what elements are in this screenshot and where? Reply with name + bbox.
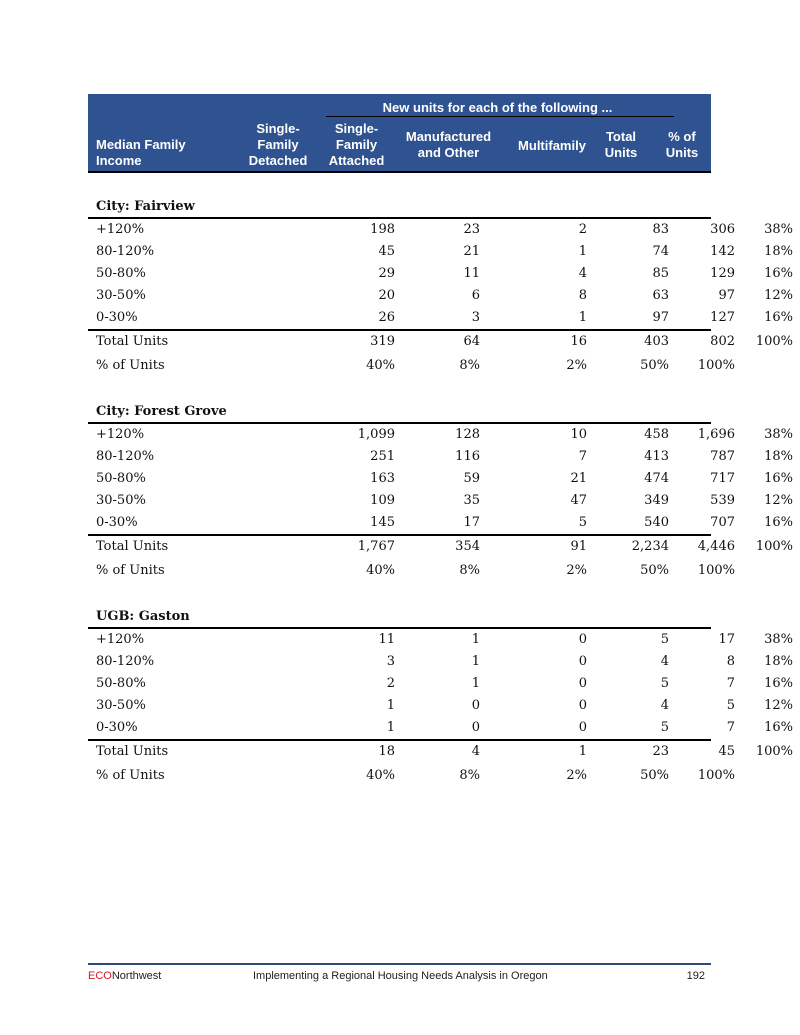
section-1 bbox=[88, 401, 793, 582]
table-cell: 8% bbox=[459, 358, 480, 373]
table-cell: 5 bbox=[726, 698, 735, 713]
table-cell: 100% bbox=[755, 334, 793, 349]
table-cell: 59 bbox=[463, 471, 480, 486]
col-header-sfd bbox=[234, 121, 312, 169]
table-cell: 38% bbox=[764, 632, 793, 647]
col-header-sfa-text: Single-Family Attached bbox=[328, 121, 385, 168]
group-divider bbox=[326, 116, 674, 117]
row-label: 50-80% bbox=[96, 471, 146, 486]
table-cell: 1 bbox=[471, 654, 480, 669]
percent-row bbox=[88, 762, 735, 787]
table-cell: 18% bbox=[764, 654, 793, 669]
table-row bbox=[88, 263, 793, 285]
table-cell: 129 bbox=[710, 266, 735, 281]
percent-row bbox=[88, 557, 735, 582]
table-row bbox=[88, 424, 793, 446]
table-cell: 142 bbox=[710, 244, 735, 259]
table-cell: 319 bbox=[370, 334, 395, 349]
table-cell: 100% bbox=[755, 539, 793, 554]
row-label: 80-120% bbox=[96, 449, 155, 464]
table-cell: 539 bbox=[710, 493, 735, 508]
row-label: 30-50% bbox=[96, 698, 146, 713]
table-cell: 4 bbox=[471, 744, 480, 759]
table-cell: 1 bbox=[471, 632, 480, 647]
row-label: +120% bbox=[96, 632, 145, 647]
row-label: 80-120% bbox=[96, 244, 155, 259]
table-row bbox=[88, 285, 793, 307]
row-label: 50-80% bbox=[96, 266, 146, 281]
table-cell: 3 bbox=[386, 654, 395, 669]
row-label: Total Units bbox=[96, 744, 169, 759]
section-2 bbox=[88, 606, 793, 787]
table-cell: 306 bbox=[710, 222, 735, 237]
table-cell: 1,696 bbox=[697, 427, 735, 442]
table-cell: 17 bbox=[718, 632, 735, 647]
table-cell: 83 bbox=[652, 222, 669, 237]
row-label: +120% bbox=[96, 427, 145, 442]
table-cell: 5 bbox=[660, 676, 669, 691]
table-cell: 20 bbox=[378, 288, 395, 303]
footer-brand bbox=[88, 970, 161, 982]
table-cell: 128 bbox=[455, 427, 480, 442]
table-cell: 163 bbox=[370, 471, 395, 486]
table-cell: 100% bbox=[697, 563, 735, 578]
table-cell: 787 bbox=[710, 449, 735, 464]
table-row bbox=[88, 717, 793, 739]
table-cell: 6 bbox=[471, 288, 480, 303]
table-cell: 12% bbox=[764, 288, 793, 303]
table-cell: 45 bbox=[378, 244, 395, 259]
table-cell: 2 bbox=[578, 222, 587, 237]
table-cell: 16% bbox=[764, 471, 793, 486]
col-header-manufactured: Manufactured and Other bbox=[405, 129, 492, 160]
table-cell: 707 bbox=[710, 515, 735, 530]
table-cell: 251 bbox=[370, 449, 395, 464]
row-label: Total Units bbox=[96, 539, 169, 554]
table-cell: 145 bbox=[370, 515, 395, 530]
row-label: 50-80% bbox=[96, 676, 146, 691]
col-header-sfd-text: Single-Family Detached bbox=[248, 121, 308, 168]
table-cell: 0 bbox=[578, 654, 587, 669]
column-group-label: New units for each of the following ... bbox=[382, 100, 613, 115]
table-cell: 2% bbox=[566, 563, 587, 578]
section-title-text: City: Fairview bbox=[96, 199, 195, 214]
table-cell: 474 bbox=[644, 471, 669, 486]
table-cell: 1 bbox=[386, 720, 395, 735]
table-cell: 47 bbox=[570, 493, 587, 508]
table-cell: 717 bbox=[710, 471, 735, 486]
table-row bbox=[88, 695, 793, 717]
table-cell: 802 bbox=[710, 334, 735, 349]
table-cell: 97 bbox=[718, 288, 735, 303]
row-label: 0-30% bbox=[96, 515, 138, 530]
table-cell: 10 bbox=[570, 427, 587, 442]
total-row bbox=[88, 534, 793, 557]
table-cell: 7 bbox=[726, 676, 735, 691]
table-row bbox=[88, 673, 793, 695]
table-cell: 5 bbox=[578, 515, 587, 530]
table-row bbox=[88, 490, 793, 512]
table-cell: 100% bbox=[697, 358, 735, 373]
percent-row bbox=[88, 352, 735, 377]
table-cell: 38% bbox=[764, 427, 793, 442]
table-cell: 7 bbox=[578, 449, 587, 464]
table-cell: 12% bbox=[764, 698, 793, 713]
table-header bbox=[88, 94, 711, 173]
row-label: 0-30% bbox=[96, 310, 138, 325]
table-cell: 21 bbox=[463, 244, 480, 259]
table-cell: 2 bbox=[386, 676, 395, 691]
table-cell: 7 bbox=[726, 720, 735, 735]
table-cell: 97 bbox=[652, 310, 669, 325]
section-title bbox=[88, 401, 711, 424]
row-label: 80-120% bbox=[96, 654, 155, 669]
table-row bbox=[88, 446, 793, 468]
col-header-pct: % of Units bbox=[665, 129, 699, 160]
table-cell: 35 bbox=[463, 493, 480, 508]
section-0 bbox=[88, 196, 793, 377]
brand-red: ECO bbox=[88, 970, 112, 982]
table-row bbox=[88, 219, 793, 241]
table-cell: 1 bbox=[386, 698, 395, 713]
table-cell: 540 bbox=[644, 515, 669, 530]
table-cell: 16% bbox=[764, 266, 793, 281]
table-cell: 4 bbox=[660, 654, 669, 669]
table-cell: 40% bbox=[366, 768, 395, 783]
table-cell: 16 bbox=[570, 334, 587, 349]
table-cell: 109 bbox=[370, 493, 395, 508]
row-label: 0-30% bbox=[96, 720, 138, 735]
table-cell: 40% bbox=[366, 563, 395, 578]
col-header-total: Total Units bbox=[604, 129, 638, 160]
table-cell: 5 bbox=[660, 632, 669, 647]
table-cell: 23 bbox=[463, 222, 480, 237]
table-cell: 413 bbox=[644, 449, 669, 464]
table-cell: 50% bbox=[640, 563, 669, 578]
table-cell: 50% bbox=[640, 768, 669, 783]
table-row bbox=[88, 512, 793, 534]
brand-rest: Northwest bbox=[111, 970, 162, 982]
table-cell: 0 bbox=[471, 720, 480, 735]
table-cell: 45 bbox=[718, 744, 735, 759]
table-row bbox=[88, 307, 793, 329]
table-cell: 4 bbox=[660, 698, 669, 713]
table-cell: 63 bbox=[652, 288, 669, 303]
table-cell: 4,446 bbox=[697, 539, 735, 554]
table-cell: 5 bbox=[660, 720, 669, 735]
table-row bbox=[88, 468, 793, 490]
col-header-sfa bbox=[316, 121, 397, 169]
table-cell: 458 bbox=[644, 427, 669, 442]
table-cell: 198 bbox=[370, 222, 395, 237]
table-cell: 1 bbox=[471, 676, 480, 691]
table-cell: 0 bbox=[578, 720, 587, 735]
table-cell: 0 bbox=[578, 632, 587, 647]
table-cell: 2% bbox=[566, 358, 587, 373]
table-cell: 100% bbox=[755, 744, 793, 759]
table-cell: 11 bbox=[463, 266, 480, 281]
table-cell: 18% bbox=[764, 244, 793, 259]
table-cell: 4 bbox=[578, 266, 587, 281]
row-label: Total Units bbox=[96, 334, 169, 349]
table-cell: 1 bbox=[578, 244, 587, 259]
table-cell: 116 bbox=[455, 449, 480, 464]
table-cell: 1,767 bbox=[357, 539, 395, 554]
table-cell: 91 bbox=[570, 539, 587, 554]
table-cell: 18% bbox=[764, 449, 793, 464]
table-cell: 16% bbox=[764, 310, 793, 325]
page-footer bbox=[88, 963, 711, 982]
table-cell: 1 bbox=[578, 310, 587, 325]
table-cell: 100% bbox=[697, 768, 735, 783]
table-cell: 8% bbox=[459, 563, 480, 578]
table-cell: 23 bbox=[652, 744, 669, 759]
table-cell: 40% bbox=[366, 358, 395, 373]
table-cell: 403 bbox=[644, 334, 669, 349]
table-cell: 349 bbox=[644, 493, 669, 508]
table-cell: 38% bbox=[764, 222, 793, 237]
table-row bbox=[88, 629, 793, 651]
table-cell: 16% bbox=[764, 515, 793, 530]
row-label: 30-50% bbox=[96, 288, 146, 303]
table-cell: 16% bbox=[764, 676, 793, 691]
table-cell: 26 bbox=[378, 310, 395, 325]
table-cell: 12% bbox=[764, 493, 793, 508]
table-cell: 0 bbox=[471, 698, 480, 713]
row-label: % of Units bbox=[96, 358, 165, 373]
row-label: +120% bbox=[96, 222, 145, 237]
total-row bbox=[88, 739, 793, 762]
table-cell: 21 bbox=[570, 471, 587, 486]
table-row bbox=[88, 241, 793, 263]
table-cell: 17 bbox=[463, 515, 480, 530]
table-cell: 8% bbox=[459, 768, 480, 783]
table-cell: 3 bbox=[471, 310, 480, 325]
table-cell: 2% bbox=[566, 768, 587, 783]
footer-title: Implementing a Regional Housing Needs Analysis in Oregon bbox=[253, 970, 548, 982]
table-cell: 0 bbox=[578, 676, 587, 691]
table-cell: 16% bbox=[764, 720, 793, 735]
table-cell: 1 bbox=[578, 744, 587, 759]
row-label: % of Units bbox=[96, 563, 165, 578]
col-header-income: Median Family Income bbox=[96, 137, 186, 168]
table-cell: 74 bbox=[652, 244, 669, 259]
table-cell: 29 bbox=[378, 266, 395, 281]
section-title bbox=[88, 196, 711, 219]
row-label: 30-50% bbox=[96, 493, 146, 508]
total-row bbox=[88, 329, 793, 352]
table-cell: 8 bbox=[726, 654, 735, 669]
table-cell: 127 bbox=[710, 310, 735, 325]
table-cell: 64 bbox=[463, 334, 480, 349]
table-cell: 18 bbox=[378, 744, 395, 759]
table-cell: 85 bbox=[652, 266, 669, 281]
table-cell: 354 bbox=[455, 539, 480, 554]
table-cell: 8 bbox=[578, 288, 587, 303]
table-cell: 11 bbox=[378, 632, 395, 647]
table-row bbox=[88, 651, 793, 673]
row-label: % of Units bbox=[96, 768, 165, 783]
table-cell: 2,234 bbox=[631, 539, 669, 554]
section-title-text: City: Forest Grove bbox=[96, 404, 227, 419]
table-cell: 0 bbox=[578, 698, 587, 713]
section-title bbox=[88, 606, 711, 629]
section-title-text: UGB: Gaston bbox=[96, 609, 190, 624]
table-cell: 50% bbox=[640, 358, 669, 373]
col-header-multifamily: Multifamily bbox=[518, 138, 586, 153]
table-cell: 1,099 bbox=[357, 427, 395, 442]
page-number: 192 bbox=[686, 970, 705, 982]
